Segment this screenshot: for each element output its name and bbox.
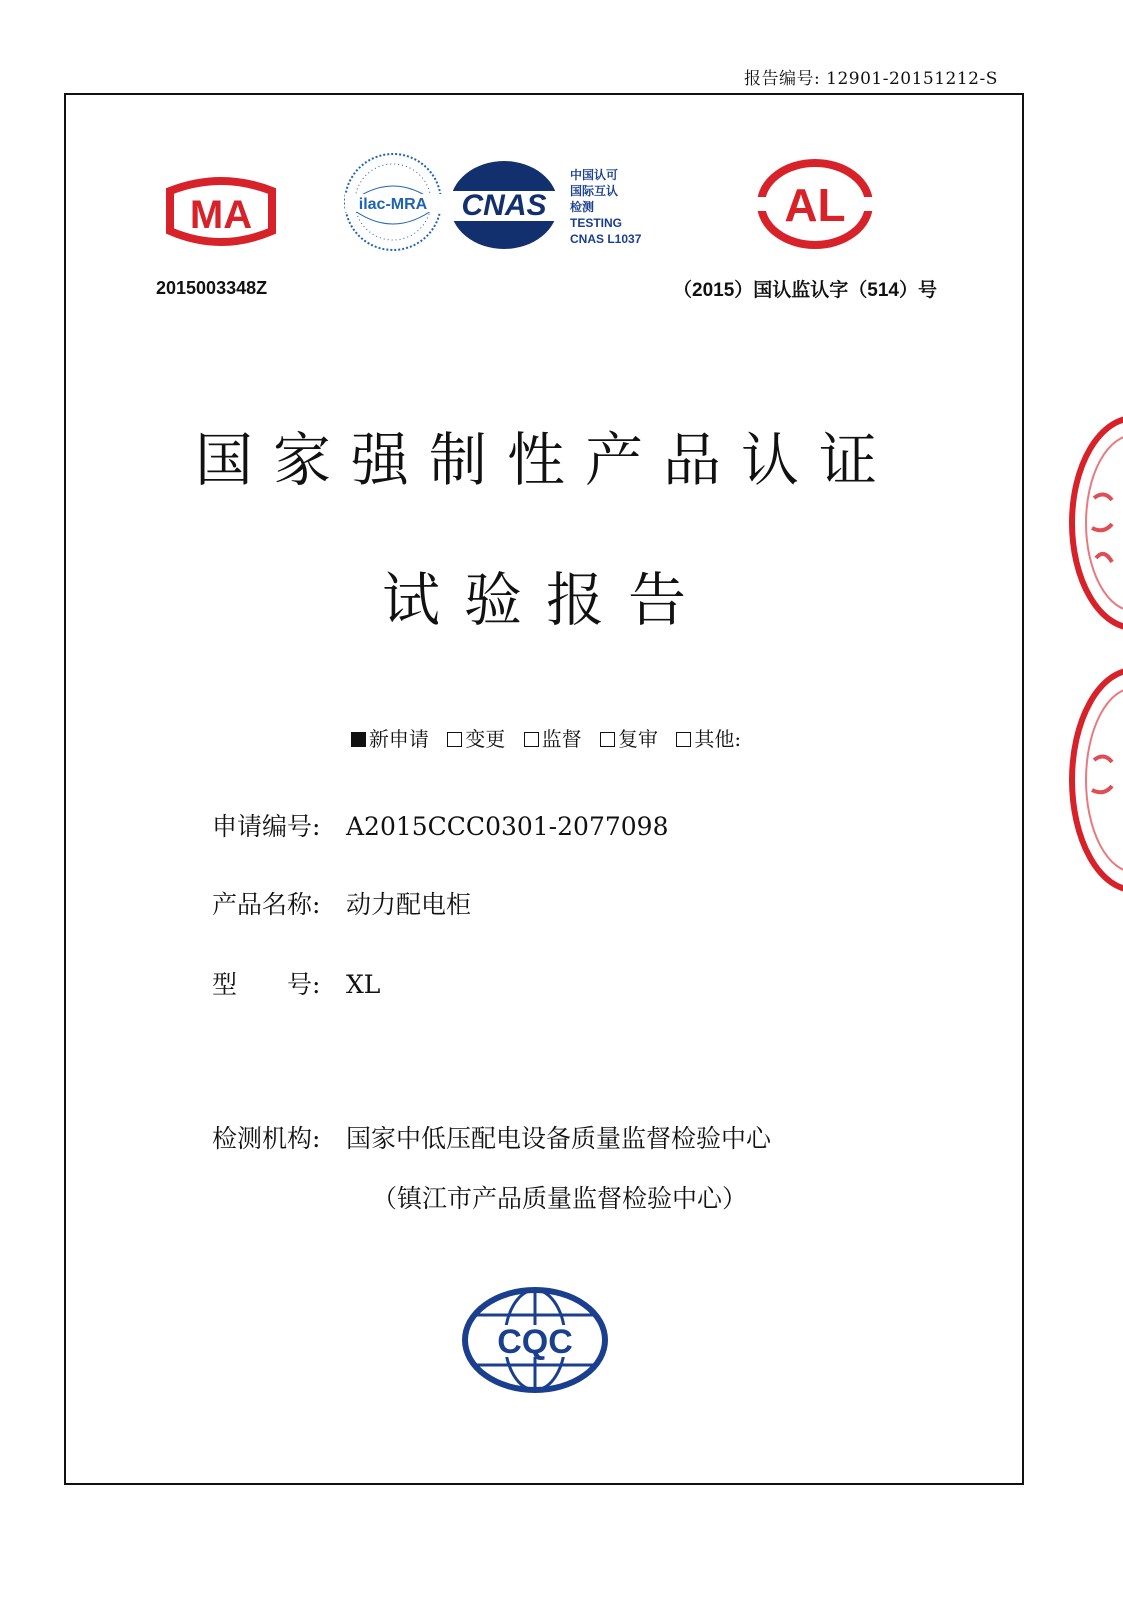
option-label: 新申请 (368, 727, 429, 751)
cqc-logo-text: CQC (497, 1323, 573, 1361)
application-number-row (212, 807, 668, 843)
application-number-value: A2015CCC0301-2077098 (346, 812, 669, 841)
model-label: 型 号: (212, 970, 321, 999)
cnas-line: 国际互认 (570, 184, 619, 198)
application-number-label: 申请编号: (212, 812, 321, 841)
checkbox-empty-icon (447, 732, 462, 747)
cma-logo-text: MA (189, 193, 253, 237)
cnas-logo-text: CNAS (461, 189, 547, 222)
document-subtitle: 试验报告 (381, 566, 710, 634)
report-number: 报告编号: 12901-20151212-S (744, 69, 998, 89)
option-new-application (351, 727, 429, 751)
al-logo (756, 157, 874, 251)
cnas-line: CNAS L1037 (570, 232, 642, 246)
product-name-row (212, 885, 471, 921)
document-title: 国家强制性产品认证 (194, 426, 897, 494)
document-frame (64, 93, 1024, 1485)
red-seal-stamp-2 (1064, 660, 1123, 900)
testing-body-label: 检测机构: (212, 1124, 321, 1153)
checkbox-empty-icon (600, 732, 615, 747)
checkbox-empty-icon (676, 732, 691, 747)
option-label: 复审 (617, 727, 658, 751)
option-label: 其他: (694, 727, 742, 751)
cma-code: 2015003348Z (156, 278, 268, 298)
checkbox-empty-icon (524, 732, 539, 747)
product-name-label: 产品名称: (212, 890, 321, 919)
cqc-logo (460, 1285, 610, 1395)
checkbox-checked-icon (351, 732, 366, 747)
option-review (600, 727, 658, 751)
testing-body-alt-name: （镇江市产品质量监督检验中心） (372, 1184, 748, 1213)
al-code: （2015）国认监认字（514）号 (673, 280, 937, 301)
testing-body-row (212, 1119, 771, 1155)
cnas-line: 检测 (570, 200, 595, 214)
option-other (676, 727, 741, 751)
cnas-line: TESTING (570, 216, 623, 230)
cnas-accreditation-text (570, 167, 641, 247)
option-change (447, 727, 505, 751)
model-value: XL (346, 970, 381, 999)
cma-logo (156, 173, 286, 255)
product-name-value: 动力配电柜 (346, 890, 472, 919)
option-supervision (524, 727, 582, 751)
testing-body-value: 国家中低压配电设备质量监督检验中心 (346, 1124, 772, 1153)
red-seal-stamp-1 (1064, 408, 1123, 638)
option-label: 监督 (541, 727, 582, 751)
model-row (212, 965, 380, 1001)
cnas-line: 中国认可 (570, 168, 619, 182)
cnas-logo (448, 157, 560, 253)
al-logo-text: AL (784, 179, 846, 231)
ilac-logo-text: ilac-MRA (358, 196, 428, 213)
ilac-mra-logo (341, 150, 446, 255)
application-type-options (66, 723, 1026, 752)
option-label: 变更 (465, 727, 506, 751)
